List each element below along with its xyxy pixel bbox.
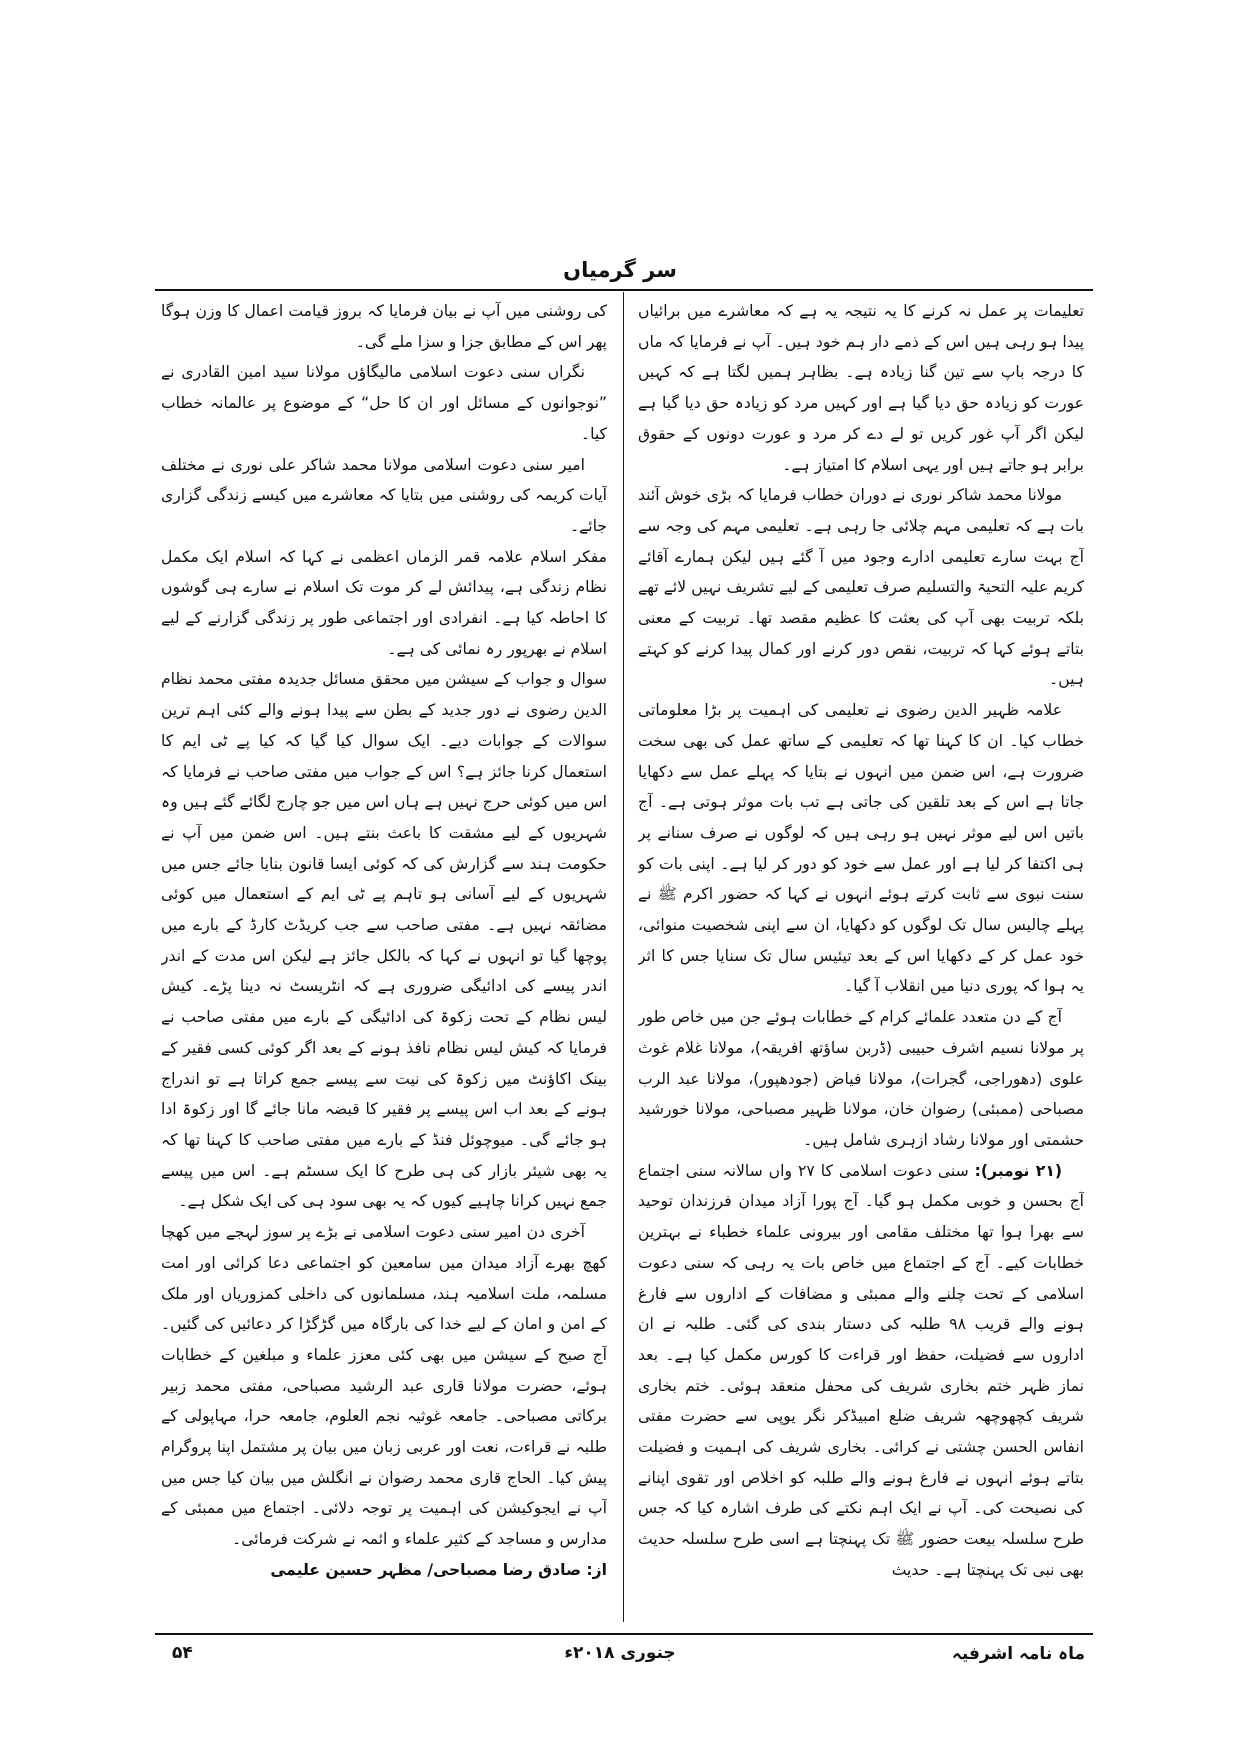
column-divider — [623, 292, 624, 1622]
page-title: سر گرمیاں — [563, 258, 677, 282]
paragraph: مولانا محمد شاکر نوری نے دوران خطاب فرمایا کہ بڑی خوش آئند بات ہے کہ تعلیمی مہم چلائی جا رہی ہے۔ تعلیمی مہم کی وجہ سے آج بہت سارے تعلیمی ادارے وجود میں آ گئے ہیں لیکن ہمارے آقائے کریم علیہ التحیۃ والتسلیم صرف تعلیمی کے لیے تشریف نہیں لائے تھے بلکہ تربیت بھی آپ کی بعثت کا عظیم مقصد تھا۔ تربیت کے معنی بتاتے ہوئے کہا کہ تربیت، نقص دور کرنے اور کمال پیدا کرنے کو کہتے ہیں۔ — [638, 486, 1084, 689]
paragraph: سوال و جواب کے سیشن میں محقق مسائل جدیدہ مفتی محمد نظام الدین رضوی نے دور جدید کے بطن سے پیدا ہونے والے کئی اہم ترین سوالات کے جوابات دیے۔ ایک سوال کیا گیا کہ کیا پے ٹی ایم کا استعمال کرنا جائز ہے؟ اس کے جواب میں مفتی صاحب نے فرمایا کہ اس میں کوئی حرج نہیں ہے ہاں اس میں جو چارج لگائے گئے ہیں وہ شہریوں کے لیے مشقت کا باعث بنتے ہیں۔ اس ضمن میں آپ نے حکومت ہند سے گزارش کی کہ کوئی ایسا قانون بنایا جائے جس میں شہریوں کے لیے آسانی ہو تاہم پے ٹی ایم کے استعمال میں کوئی مضائقہ نہیں ہے۔ مفتی صاحب سے جب کریڈٹ کارڈ کے بارے میں پوچھا گیا تو انہوں نے کہا کہ بالکل جائز ہے لیکن اس مدت کے اندر اندر پیسے کی ادائیگی ضروری ہے کہ انٹریسٹ نہ دینا پڑے۔ کیش لیس نظام کے تحت زکوۃ کی ادائیگی کے بارے میں مفتی صاحب نے فرمایا کہ کیش لیس نظام نافذ ہونے کے بعد اگر کوئی کسی فقیر کے بینک اکاؤنٹ میں زکوۃ کی نیت سے پیسے جمع کراتا ہے تو اندراج ہونے کے بعد اب اس پیسے پر فقیر کا قبضہ مانا جائے گا اور زکوۃ ادا ہو جائے گی۔ میوچوئل فنڈ کے بارے میں مفتی صاحب کا کہنا تھا کہ یہ بھی شیئر بازار کی ہی طرح کا ایک سسٹم ہے۔ اس میں پیسے جمع نہیں کرانا چاہیے کیوں کہ یہ بھی سود ہی کی ایک شکل ہے۔ — [161, 670, 607, 1211]
paragraph-dated — [638, 1156, 1084, 1586]
article-column-right — [638, 296, 1084, 1624]
paragraph: امیر سنی دعوت اسلامی مولانا محمد شاکر علی نوری نے مختلف آیات کریمہ کی روشنی میں بتایا کہ معاشرے میں کیسے زندگی گزاری جائے۔ — [161, 455, 607, 535]
header-rule — [155, 289, 1093, 291]
page-number: ۵۴ — [172, 1643, 193, 1663]
paragraph: آخری دن امیر سنی دعوت اسلامی نے بڑے پر سوز لہجے میں کھچا کھچ بھرے آزاد میدان میں سامعین کو اجتماعی دعا کرائی اور امت مسلمہ، ملت اسلامیہ ہند، مسلمانوں کی داخلی کمزوریاں اور ملک کے امن و امان کے لیے خدا کی بارگاہ میں گڑگڑا کر دعائیں کی گئیں۔ آج صبح کے سیشن میں بھی کئی معزز علماء و مبلغین کے خطابات ہوئے، حضرت مولانا قاری عبد الرشید مصباحی، مفتی محمد زبیر برکاتی مصباحی۔ جامعہ غوثیہ نجم العلوم، جامعہ حرا، مہاپولی کے طلبہ نے قراءت، نعت اور عربی زبان میں بیان پر مشتمل اپنا پروگرام پیش کیا۔ الحاج قاری محمد رضوان نے انگلش میں بیان کیا جس میں آپ نے ایجوکیشن کی اہمیت پر توجہ دلائی۔ اجتماع میں ممبئی کے مدارس و مساجد کے کثیر علماء و ائمہ نے شرکت فرمائی۔ — [161, 1223, 607, 1549]
paragraph: علامہ ظہیر الدین رضوی نے تعلیمی کی اہمیت پر بڑا معلوماتی خطاب کیا۔ ان کا کہنا تھا کہ تعلیمی کے ساتھ عمل کی بھی سخت ضرورت ہے، اس ضمن میں انہوں نے بتایا کہ پہلے عمل سے دکھایا جاتا ہے اس کے بعد تلقین کی جاتی ہے تب بات موثر ہوتی ہے۔ آج باتیں اس لیے موثر نہیں ہو رہی ہیں کہ لوگوں نے صرف سنانے پر ہی اکتفا کر لیا ہے اور عمل سے خود کو دور کر لیا ہے۔ اپنی بات کو سنت نبوی سے ثابت کرتے ہوئے انہوں نے کہا کہ حضور اکرم ﷺ نے پہلے چالیس سال تک لوگوں کو دکھایا، ان سے اپنی شخصیت منوائی، خود عمل کر کے دکھایا اس کے بعد تیئیس سال تک سنایا جس کا اثر یہ ہوا کہ پوری دنیا میں انقلاب آ گیا۔ — [638, 701, 1084, 996]
paragraph: مفکر اسلام علامہ قمر الزماں اعظمی نے کہا کہ اسلام ایک مکمل نظام زندگی ہے، پیدائش لے کر موت تک اسلام نے سارے ہی گوشوں کا احاطہ کیا ہے۔ انفرادی اور اجتماعی طور پر زندگی گزارنے کے لیے اسلام نے بھرپور رہ نمائی کی ہے۔ — [161, 547, 607, 658]
paragraph: نگراں سنی دعوت اسلامی مالیگاؤں مولانا سید امین القادری نے ”نوجوانوں کے مسائل اور ان کا حل“ کے موضوع پر عالمانہ خطاب کیا۔ — [161, 363, 607, 443]
paragraph: کی روشنی میں آپ نے بیان فرمایا کہ بروز قیامت اعمال کا وزن ہوگا پھر اس کے مطابق جزا و سزا ملے گی۔ — [161, 302, 607, 351]
paragraph: آج کے دن متعدد علمائے کرام کے خطابات ہوئے جن میں خاص طور پر مولانا نسیم اشرف حبیبی (ڈربن ساؤتھ افریقہ)، مولانا غلام غوث علوی (دھوراجی، گجرات)، مولانا فیاض (جودھپور)، مولانا عبد الرب مصباحی (ممبئی) رضوان خان، مولانا ظہیر مصباحی، مولانا خورشید حشمتی اور مولانا رشاد ازہری شامل ہیں۔ — [638, 1008, 1084, 1149]
magazine-name: ماہ نامہ اشرفیہ — [951, 1644, 1085, 1664]
article-column-left — [161, 296, 607, 1624]
footer-rule — [155, 1633, 1093, 1635]
paragraph-text: سنی دعوت اسلامی کا ۲۷ واں سالانہ سنی اجتماع آج بحسن و خوبی مکمل ہو گیا۔ آج پورا آزاد میدان فرزندان توحید سے بھرا ہوا تھا مختلف مقامی اور بیرونی علماء خطباء نے بہترین خطابات کیے۔ آج کے اجتماع میں خاص بات یہ رہی کہ سنی دعوت اسلامی کے تحت چلنے والے ممبئی و مضافات کے اداروں سے فارغ ہونے والے قریب ۹۸ طلبہ کی دستار بندی کی گئی۔ طلبہ نے ان اداروں سے فضیلت، حفظ اور قراءت کا کورس مکمل کیا ہے۔ بعد نماز ظہر ختم بخاری شریف کی محفل منعقد ہوئی۔ ختم بخاری شریف کچھوچھہ شریف ضلع امبیڈکر نگر یوپی سے حضرت مفتی انفاس الحسن چشتی نے کرائی۔ بخاری شریف کی اہمیت و فضیلت بتاتے ہوئے انہوں نے فارغ ہونے والے طلبہ کو اخلاص اور تقوی اپنانے کی نصیحت کی۔ آپ نے ایک اہم نکتے کی طرف اشارہ کیا کہ جس طرح سلسلہ بیعت حضور ﷺ تک پہنچتا ہے اسی طرح سلسلہ حدیث بھی نبی تک پہنچتا ہے۔ حدیث — [638, 1161, 1084, 1579]
author-credit: از: صادق رضا مصباحی/ مظہر حسین علیمی — [270, 1560, 607, 1579]
issue-date: جنوری ۲۰۱۸ء — [564, 1643, 676, 1663]
date-heading: (۲۱ نومبر): — [974, 1161, 1062, 1180]
paragraph: تعلیمات پر عمل نہ کرنے کا یہ نتیجہ یہ ہے کہ معاشرے میں برائیاں پیدا ہو رہی ہیں اس کے ذمے دار ہم خود ہیں۔ آپ نے فرمایا کہ ماں کا درجہ باپ سے تین گنا زیادہ ہے۔ بظاہر ہمیں لگتا ہے کہ کہیں عورت کو زیادہ حق دیا گیا ہے اور کہیں مرد کو زیادہ حق دیا گیا ہے لیکن اگر آپ غور کریں تو لے دے کر مرد و عورت دونوں کے حقوق برابر ہو جاتے ہیں اور یہی اسلام کا امتیاز ہے۔ — [638, 302, 1084, 474]
